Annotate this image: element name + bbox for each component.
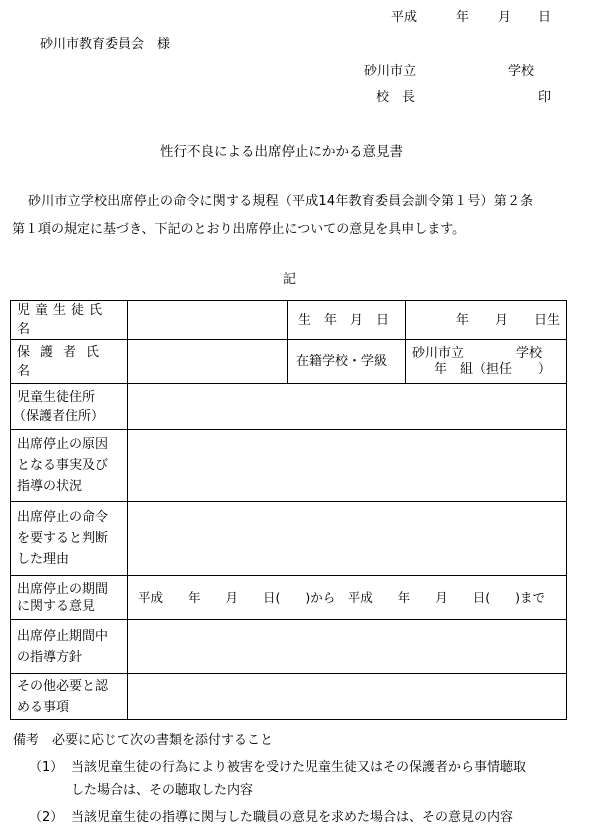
- period-field[interactable]: 平成 年 月 日( )から 平成 年 月 日( )まで: [128, 576, 567, 620]
- school-suffix: 学校: [508, 64, 535, 79]
- row-other: [11, 674, 567, 720]
- judgment-field[interactable]: [128, 502, 567, 576]
- policy-field[interactable]: [128, 620, 567, 674]
- school-class-value-2: 年 組（担任 ）: [434, 361, 552, 377]
- student-name-field[interactable]: [128, 301, 288, 340]
- note-item-1-line-1: 当該児童生徒の行為により被害を受けた児童生徒又はその保護者から事情聴取: [71, 760, 527, 775]
- body-line-1: 砂川市立学校出席停止の命令に関する規程（平成14年教育委員会訓令第１号）第２条: [28, 194, 534, 209]
- other-label: その他必要と認 める事項: [11, 674, 128, 720]
- row-address: [11, 384, 567, 430]
- notes-heading: 備考 必要に応じて次の書類を添付すること: [13, 733, 274, 748]
- note-item-2: [13, 806, 588, 829]
- addressee: 砂川市教育委員会 様: [40, 37, 171, 52]
- guardian-name-field[interactable]: [128, 340, 288, 384]
- date-era: 平成: [391, 10, 418, 25]
- body-line-2: 第１項の規定に基づき、下記のとおり出席停止についての意見を具申します。: [12, 222, 466, 237]
- document-title: 性行不良による出席停止にかかる意見書: [160, 144, 403, 160]
- note-item-2-number: （2）: [29, 810, 64, 825]
- note-item-1-continued: [13, 779, 588, 802]
- school-class-value-1: 砂川市立 学校: [412, 345, 543, 361]
- period-label: 出席停止の期間 に関する意見: [11, 576, 128, 620]
- date-day-unit: 日: [538, 10, 552, 25]
- address-field[interactable]: [128, 384, 567, 430]
- note-item-2-line-1: 当該児童生徒の指導に関与した職員の意見を求めた場合は、その意見の内容: [71, 810, 514, 825]
- date-line: [0, 10, 593, 26]
- row-student-name: [11, 301, 567, 340]
- seal-mark: 印: [538, 90, 552, 105]
- ki-label: 記: [283, 272, 297, 287]
- row-reason: [11, 430, 567, 502]
- school-class-label: 在籍学校・学級: [288, 340, 406, 384]
- student-name-label: 児童生徒氏名: [11, 301, 128, 340]
- principal-label: 校 長: [376, 90, 416, 105]
- policy-label: 出席停止期間中 の指導方針: [11, 620, 128, 674]
- reason-field[interactable]: [128, 430, 567, 502]
- row-guardian-name: [11, 340, 567, 384]
- birth-label: 生 年 月 日: [288, 301, 406, 340]
- address-label: 児童生徒住所 （保護者住所）: [11, 384, 128, 430]
- school-class-field[interactable]: [406, 340, 567, 384]
- school-city: 砂川市立: [364, 64, 417, 79]
- date-year-unit: 年: [456, 10, 470, 25]
- reason-label: 出席停止の原因 となる事実及び 指導の状況: [11, 430, 128, 502]
- row-period: [11, 576, 567, 620]
- notes-section: [13, 729, 588, 829]
- note-item-1-number: （1）: [29, 760, 64, 775]
- birth-field[interactable]: 年 月 日生: [406, 301, 567, 340]
- judgment-label: 出席停止の命令 を要すると判断 した理由: [11, 502, 128, 576]
- opinion-form-table: [10, 300, 567, 720]
- note-item-1: [13, 756, 588, 779]
- row-policy: [11, 620, 567, 674]
- guardian-name-label: 保護者氏名: [11, 340, 128, 384]
- date-month-unit: 月: [498, 10, 512, 25]
- row-judgment: [11, 502, 567, 576]
- other-field[interactable]: [128, 674, 567, 720]
- body-paragraph: [12, 188, 587, 244]
- note-item-1-line-2: した場合は、その聴取した内容: [71, 783, 254, 798]
